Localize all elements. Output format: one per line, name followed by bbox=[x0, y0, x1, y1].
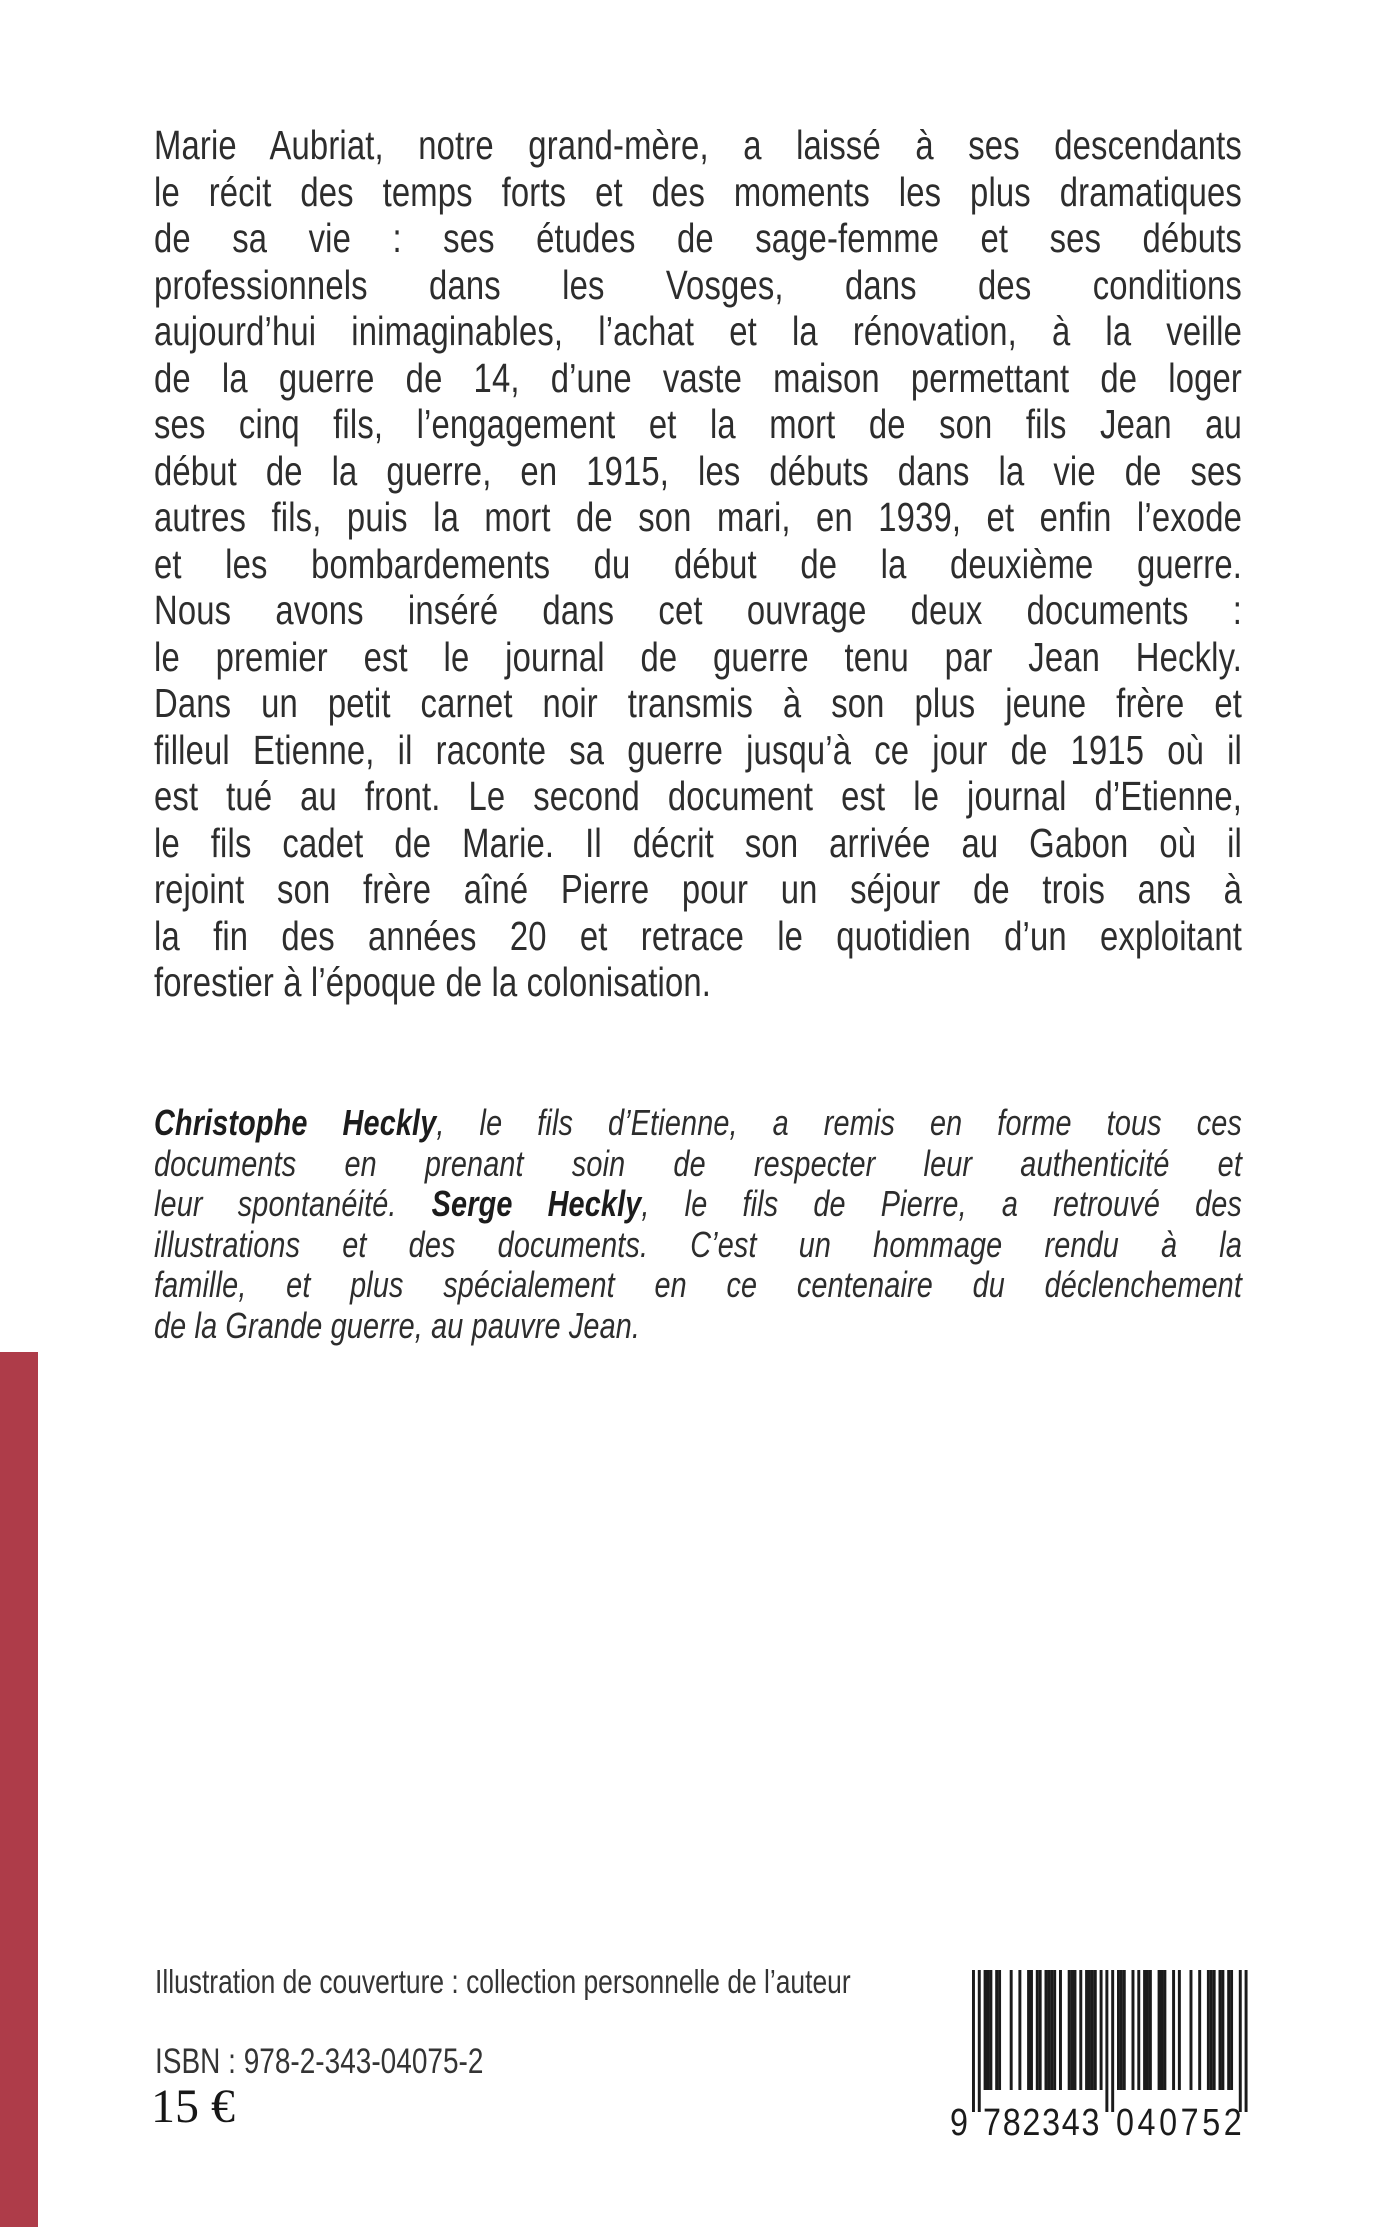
text-line: autres fils, puis la mort de son mari, en 1939, et enfin l’exode bbox=[154, 494, 1242, 540]
spine-accent-stripe bbox=[0, 1352, 38, 2227]
barcode-digit: 4 bbox=[1137, 2102, 1156, 2144]
isbn-text: ISBN : 978-2-343-04075-2 bbox=[155, 2042, 484, 2081]
text-line: de sa vie : ses études de sage-femme et ses débuts bbox=[154, 215, 1242, 261]
text-line: le récit des temps forts et des moments les plus dramatiques bbox=[154, 168, 1242, 215]
barcode-digit: 7 bbox=[983, 2102, 1001, 2144]
text-segment: , le fils de Pierre, a retrouvé des bbox=[641, 1183, 1242, 1225]
text-line: est tué au front. Le second document est le journal d’Etienne, bbox=[154, 773, 1242, 819]
text-line: forestier à l’époque de la colonisation. bbox=[154, 959, 712, 1005]
barcode-digit: 0 bbox=[1159, 2102, 1178, 2144]
text-line: professionnels dans les Vosges, dans des conditions bbox=[154, 261, 1242, 308]
barcode-digit: 8 bbox=[1002, 2102, 1021, 2144]
text-line bbox=[154, 1144, 1242, 1185]
text-line: le premier est le journal de guerre tenu par Jean Heckly. bbox=[154, 633, 1242, 680]
text-segment: , le fils d’Etienne, a remis en forme tous ces bbox=[436, 1102, 1242, 1143]
text-line: et les bombardements du début de la deuxième guerre. bbox=[154, 540, 1242, 587]
barcode-digit: 0 bbox=[1116, 2102, 1134, 2144]
text-line: Dans un petit carnet noir transmis à son plus jeune frère et bbox=[154, 680, 1242, 726]
author-name-bold: Christophe Heckly bbox=[154, 1102, 437, 1143]
text-line bbox=[154, 1225, 1242, 1266]
barcode-digit: 4 bbox=[1061, 2102, 1080, 2144]
authors-note-paragraph bbox=[154, 1103, 1242, 1347]
text-line: rejoint son frère aîné Pierre pour un séjour de trois ans à bbox=[154, 866, 1242, 912]
text-line bbox=[154, 1184, 1242, 1225]
barcode-digit: 2 bbox=[1223, 2102, 1242, 2144]
barcode-bars bbox=[972, 1970, 1248, 2115]
text-line: aujourd’hui inimaginables, l’achat et la rénovation, à la veille bbox=[154, 308, 1242, 354]
text-line: ses cinq fils, l’engagement et la mort de son fils Jean au bbox=[154, 401, 1242, 447]
text-segment: de la Grande guerre, au pauvre Jean. bbox=[154, 1304, 641, 1346]
text-segment: leur spontanéité. bbox=[154, 1183, 432, 1225]
barcode-right-digits bbox=[1116, 2102, 1242, 2145]
illustration-credit: Illustration de couverture : collection personnelle de l’auteur bbox=[155, 1963, 851, 2000]
text-line bbox=[154, 1306, 1242, 1347]
text-segment: documents en prenant soin de respecter leur authenticité et bbox=[154, 1142, 1242, 1184]
barcode-left-digits bbox=[983, 2102, 1099, 2145]
text-line: Nous avons inséré dans cet ouvrage deux documents : bbox=[154, 587, 1242, 633]
text-line: le fils cadet de Marie. Il décrit son arrivée au Gabon où il bbox=[154, 819, 1242, 866]
ean-barcode bbox=[950, 1970, 1248, 2144]
author-name-bold: Serge Heckly bbox=[431, 1183, 642, 1225]
barcode-digit: 3 bbox=[1081, 2102, 1100, 2144]
text-line: début de la guerre, en 1915, les débuts dans la vie de ses bbox=[154, 447, 1242, 494]
synopsis-paragraph bbox=[154, 122, 1242, 1006]
barcode-digit: 2 bbox=[1022, 2102, 1041, 2144]
barcode-digit: 3 bbox=[1042, 2102, 1061, 2144]
text-line: Marie Aubriat, notre grand-mère, a laissé à ses descendants bbox=[154, 122, 1242, 168]
text-line: la fin des années 20 et retrace le quotidien d’un exploitant bbox=[154, 912, 1242, 959]
text-segment: famille, et plus spécialement en ce centenaire du déclenchement bbox=[154, 1264, 1242, 1306]
text-segment: illustrations et des documents. C’est un hommage rendu à la bbox=[154, 1223, 1242, 1265]
price-text: 15 € bbox=[151, 2080, 235, 2133]
text-line: de la guerre de 14, d’une vaste maison permettant de loger bbox=[154, 354, 1242, 401]
barcode-digit: 5 bbox=[1202, 2102, 1221, 2144]
text-line bbox=[154, 1103, 1242, 1144]
text-line: filleul Etienne, il raconte sa guerre jusqu’à ce jour de 1915 où il bbox=[154, 726, 1242, 773]
barcode-digit: 7 bbox=[1180, 2102, 1199, 2144]
barcode-first-digit: 9 bbox=[950, 2102, 968, 2144]
text-line bbox=[154, 1265, 1242, 1306]
